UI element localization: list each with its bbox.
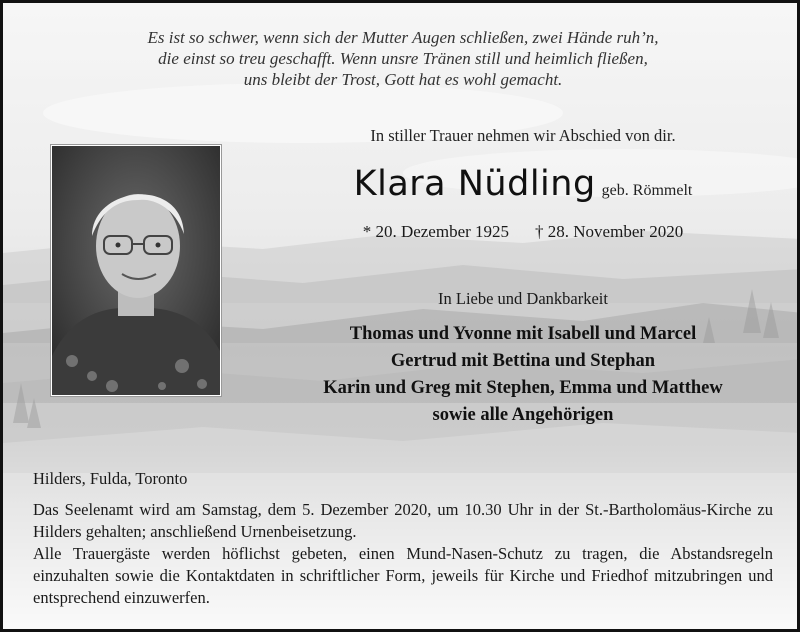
- thanks-line: In Liebe und Dankbarkeit: [438, 289, 608, 308]
- intro-text: In stiller Trauer nehmen wir Abschied von dir.: [370, 126, 676, 145]
- birth-date: * 20. Dezember 1925: [362, 222, 510, 241]
- verse-line: uns bleibt der Trost, Gott hat es wohl gemacht.: [243, 70, 563, 89]
- birth-name: geb. Römmelt: [601, 182, 693, 199]
- verse-line: die einst so treu geschafft. Wenn unsre Tränen still und heimlich fließen,: [158, 49, 648, 68]
- name-line: [303, 164, 743, 204]
- notice-paragraph: Das Seelenamt wird am Samstag, dem 5. Dezember 2020, um 10.30 Uhr in der St.-Bartholomäus-Kirche zu Hilders gehalten; anschließend Urnenbeisetzung.: [33, 500, 773, 541]
- notice-paragraph: Alle Trauergäste werden höflichst gebeten, einen Mund-Nasen-Schutz zu tragen, die Abstandsregeln einzuhalten sowie die Kontaktdaten in schriftlicher Form, jeweils für Kirche und Friedhof mitzubringen und entsprechend einzuwerfen.: [33, 544, 773, 607]
- portrait-photo: [51, 145, 221, 396]
- places: Hilders, Fulda, Toronto: [33, 469, 188, 488]
- mourners-list: [223, 321, 800, 429]
- verse-line: Es ist so schwer, wenn sich der Mutter Augen schließen, zwei Hände ruh’n,: [147, 28, 659, 47]
- death-date: † 28. November 2020: [535, 222, 684, 241]
- life-dates: [303, 222, 743, 242]
- mourner-line: sowie alle Angehörigen: [432, 405, 614, 425]
- mourner-line: Karin und Greg mit Stephen, Emma und Matthew: [323, 378, 723, 398]
- memorial-verse: [63, 27, 743, 90]
- deceased-name: Klara Nüdling: [353, 164, 596, 204]
- mourner-line: Gertrud mit Bettina und Stephan: [390, 351, 656, 371]
- mourner-line: Thomas und Yvonne mit Isabell und Marcel: [349, 324, 697, 344]
- service-notice: [33, 499, 773, 609]
